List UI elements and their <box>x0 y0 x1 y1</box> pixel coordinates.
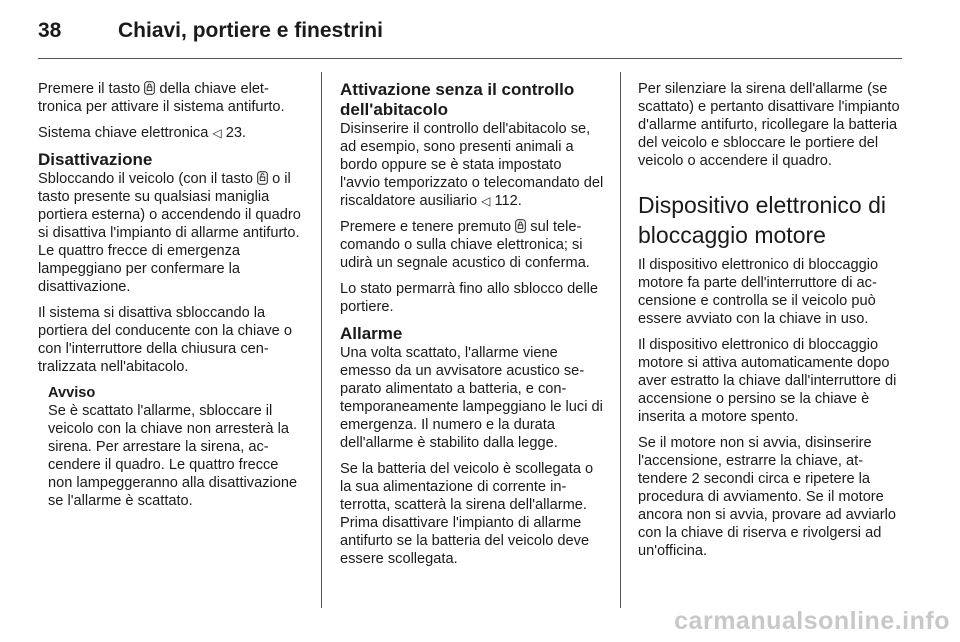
page-header <box>0 0 960 62</box>
column-2 <box>340 80 605 576</box>
paragraph: Una volta scattato, l'allarme viene emesso da un avvisatore acustico separato alimentato a batteria, e contemporaneamente lampeggiano le luci di emergenza. Il numero e la durata dell'allarme è stabilito dalla legge. <box>340 345 603 451</box>
heading-allarme: Allarme <box>340 324 403 343</box>
paragraph: Sbloccando il veicolo (con il tasto o il tasto presente su qualsiasi maniglia portiera esterna) o accendendo il quadro si disattiva l'impianto di allarme antifurto. Le quattro frecce di emergenza lampeggiano per confermare la disattivazione. <box>38 171 301 295</box>
note-text: Se è scattato l'allarme, sbloccare il veicolo con la chiave non arresterà la sirena. Per arrestare la sirena, accendere il quadro. Le quattro frecce non lampeggeranno alla disattivazione se l'allarme è scattato. <box>48 403 298 509</box>
paragraph: Per silenziare la sirena dell'allarme (se scattato) e pertanto disattivare l'impianto d'allarme antifurto, ricollegare la batteria del veicolo e sbloccare le portiere del veicolo o accendere il quadro. <box>638 81 900 169</box>
header-divider <box>38 58 902 59</box>
heading-dispositivo: Dispositivo elettronico di bloccaggio motore <box>638 192 887 248</box>
paragraph: Sistema chiave elettronica ◁ 23. <box>38 125 246 141</box>
lock-key-icon <box>144 81 155 95</box>
watermark: carmanualsonline.info <box>674 607 950 635</box>
page-title: Chiavi, portiere e finestrini <box>118 19 383 42</box>
paragraph: Premere il tasto della chiave elettronica per attivare il sistema antifurto. <box>38 81 285 115</box>
reference-arrow-icon: ◁ <box>481 194 491 208</box>
column-1 <box>38 80 303 518</box>
paragraph: Il dispositivo elettronico di bloccaggio motore fa parte dell'interruttore di accensione e controlla se il veicolo può essere avviato con la chiave in uso. <box>638 257 879 327</box>
paragraph: Il dispositivo elettronico di bloccaggio motore si attiva automaticamente dopo aver estratto la chiave dall'interruttore di accensione o persino se la chiave è inserita a motore spento. <box>638 337 897 425</box>
column-divider-2 <box>620 72 621 608</box>
paragraph: Il sistema si disattiva sbloccando la portiera del conducente con la chiave o con l'interruttore della chiusura centralizzata nell'abitacolo. <box>38 305 292 375</box>
heading-attivazione: Attivazione senza il controllo dell'abitacolo <box>340 80 575 119</box>
reference-arrow-icon: ◁ <box>212 126 222 140</box>
lock-key-icon <box>515 219 526 233</box>
column-divider-1 <box>321 72 322 608</box>
column-3 <box>638 80 903 568</box>
paragraph: Se il motore non si avvia, disinserire l'accensione, estrarre la chiave, attendere 2 secondi circa e ripetere la procedura di avviamento. Se il motore ancora non si avvia, provare ad avviarlo con la chiave di riserva e rivolgersi ad un'officina. <box>638 435 896 559</box>
paragraph: Premere e tenere premuto sul telecomando o sulla chiave elettronica; si udirà un segnale acustico di conferma. <box>340 219 590 271</box>
paragraph: Lo stato permarrà fino allo sblocco delle portiere. <box>340 281 598 315</box>
heading-disattivazione: Disattivazione <box>38 150 153 169</box>
note-box <box>38 384 303 510</box>
page-number: 38 <box>38 19 62 42</box>
paragraph: Se la batteria del veicolo è scollegata o la sua alimentazione di corrente interrotta, scatterà la sirena dell'allarme. Prima disattivare l'impianto di allarme antifurto se la batteria del veicolo deve essere scollegata. <box>340 461 594 567</box>
unlock-key-icon <box>257 171 268 185</box>
paragraph: Disinserire il controllo dell'abitacolo se, ad esempio, sono presenti animali a bordo oppure se è stata impostato l'avvio temporizzato o telecomandato del riscaldatore ausiliario ◁ 112. <box>340 121 604 209</box>
note-title: Avviso <box>48 385 96 401</box>
